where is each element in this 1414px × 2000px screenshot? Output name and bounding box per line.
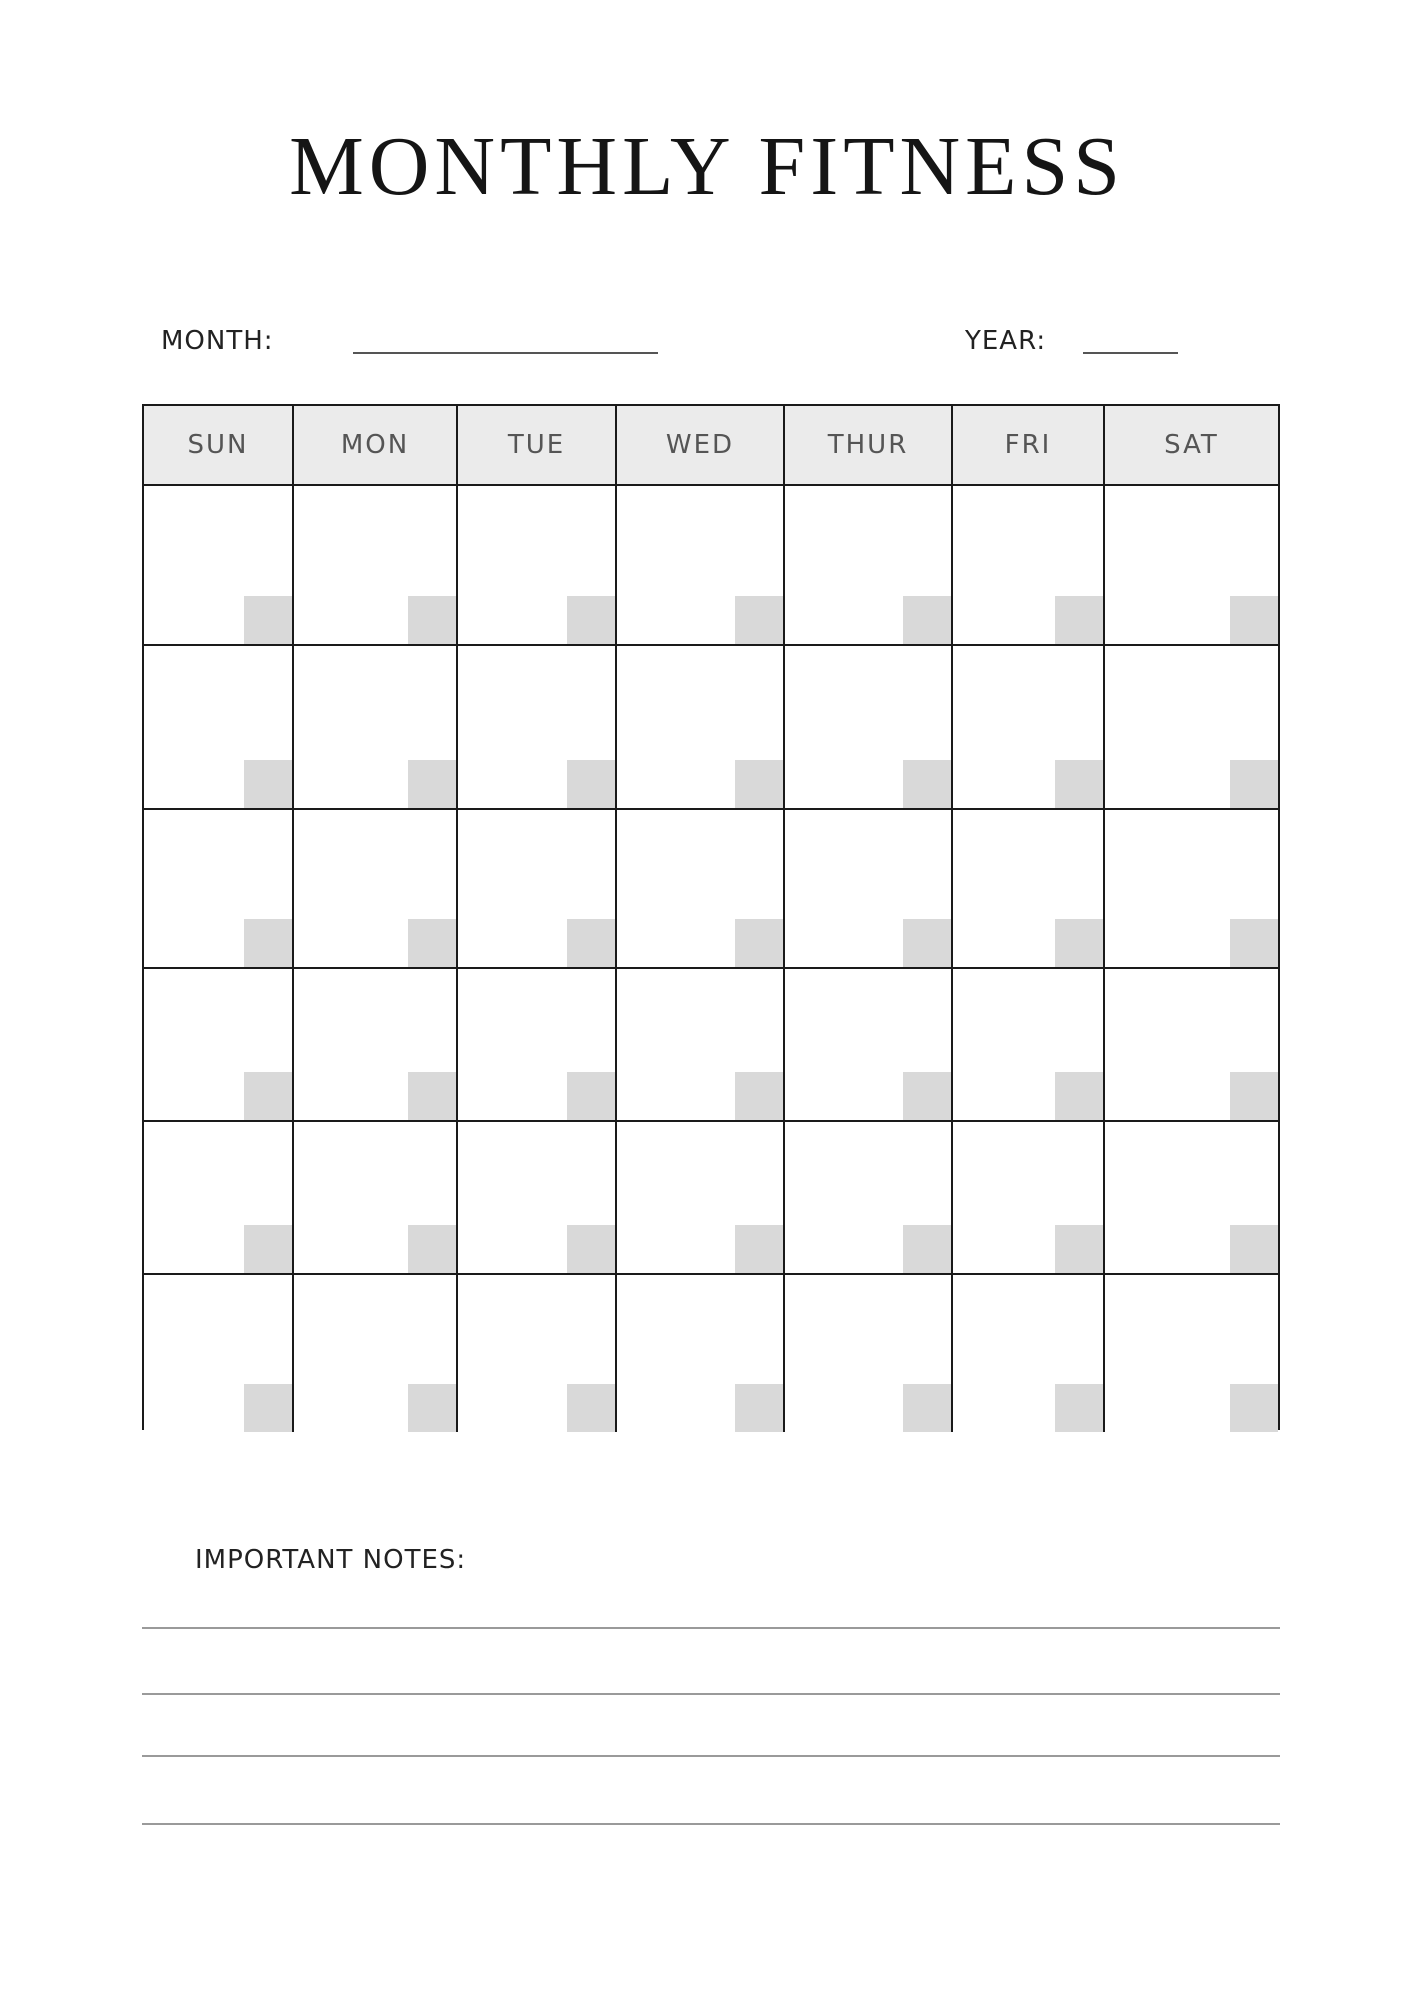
day-checkbox[interactable] — [1055, 760, 1103, 808]
day-checkbox[interactable] — [1055, 1384, 1103, 1432]
day-cell[interactable] — [144, 646, 294, 810]
weekday-header-fri: FRI — [953, 406, 1105, 486]
day-cell[interactable] — [1105, 486, 1278, 646]
day-cell[interactable] — [617, 810, 785, 969]
day-checkbox[interactable] — [903, 760, 951, 808]
day-cell[interactable] — [617, 486, 785, 646]
day-cell[interactable] — [617, 1275, 785, 1432]
page-title: MONTHLY FITNESS — [289, 120, 1125, 213]
day-cell[interactable] — [953, 810, 1105, 969]
day-cell[interactable] — [953, 1275, 1105, 1432]
day-cell[interactable] — [785, 1275, 953, 1432]
day-checkbox[interactable] — [903, 1225, 951, 1273]
day-checkbox[interactable] — [735, 760, 783, 808]
day-cell[interactable] — [294, 1122, 458, 1275]
day-cell[interactable] — [458, 646, 617, 810]
day-checkbox[interactable] — [1230, 1225, 1278, 1273]
notes-line[interactable] — [142, 1693, 1280, 1695]
year-label: YEAR: — [965, 326, 1047, 356]
notes-line[interactable] — [142, 1823, 1280, 1825]
day-checkbox[interactable] — [244, 1225, 292, 1273]
weekday-header-mon: MON — [294, 406, 458, 486]
day-cell[interactable] — [785, 1122, 953, 1275]
day-checkbox[interactable] — [567, 596, 615, 644]
weekday-header-tue: TUE — [458, 406, 617, 486]
day-cell[interactable] — [1105, 810, 1278, 969]
notes-line[interactable] — [142, 1627, 1280, 1629]
day-cell[interactable] — [785, 969, 953, 1122]
day-cell[interactable] — [1105, 1122, 1278, 1275]
day-checkbox[interactable] — [408, 1072, 456, 1120]
day-cell[interactable] — [953, 486, 1105, 646]
day-checkbox[interactable] — [735, 1225, 783, 1273]
day-cell[interactable] — [458, 810, 617, 969]
day-cell[interactable] — [617, 1122, 785, 1275]
day-checkbox[interactable] — [735, 596, 783, 644]
day-cell[interactable] — [294, 1275, 458, 1432]
day-cell[interactable] — [294, 486, 458, 646]
day-checkbox[interactable] — [1230, 596, 1278, 644]
day-cell[interactable] — [785, 646, 953, 810]
day-checkbox[interactable] — [408, 596, 456, 644]
notes-label: IMPORTANT NOTES: — [195, 1545, 467, 1575]
day-checkbox[interactable] — [1055, 1225, 1103, 1273]
day-checkbox[interactable] — [408, 1384, 456, 1432]
day-cell[interactable] — [458, 486, 617, 646]
day-cell[interactable] — [1105, 1275, 1278, 1432]
day-cell[interactable] — [294, 969, 458, 1122]
day-checkbox[interactable] — [567, 760, 615, 808]
day-checkbox[interactable] — [408, 760, 456, 808]
day-cell[interactable] — [144, 1275, 294, 1432]
day-checkbox[interactable] — [567, 919, 615, 967]
day-checkbox[interactable] — [735, 1384, 783, 1432]
day-cell[interactable] — [458, 1275, 617, 1432]
weekday-header-sat: SAT — [1105, 406, 1278, 486]
day-checkbox[interactable] — [408, 919, 456, 967]
day-cell[interactable] — [458, 969, 617, 1122]
month-label: MONTH: — [161, 326, 274, 356]
day-checkbox[interactable] — [567, 1384, 615, 1432]
weekday-header-sun: SUN — [144, 406, 294, 486]
day-checkbox[interactable] — [567, 1072, 615, 1120]
day-checkbox[interactable] — [1230, 1072, 1278, 1120]
day-cell[interactable] — [1105, 969, 1278, 1122]
day-cell[interactable] — [953, 646, 1105, 810]
day-cell[interactable] — [617, 969, 785, 1122]
day-cell[interactable] — [953, 969, 1105, 1122]
day-cell[interactable] — [144, 486, 294, 646]
day-cell[interactable] — [294, 810, 458, 969]
day-checkbox[interactable] — [903, 596, 951, 644]
day-cell[interactable] — [294, 646, 458, 810]
day-cell[interactable] — [144, 969, 294, 1122]
day-checkbox[interactable] — [1230, 760, 1278, 808]
weekday-header-wed: WED — [617, 406, 785, 486]
day-checkbox[interactable] — [408, 1225, 456, 1273]
year-field[interactable] — [1083, 352, 1178, 354]
day-checkbox[interactable] — [903, 919, 951, 967]
day-checkbox[interactable] — [903, 1384, 951, 1432]
day-checkbox[interactable] — [1055, 596, 1103, 644]
day-cell[interactable] — [617, 646, 785, 810]
day-cell[interactable] — [953, 1122, 1105, 1275]
day-cell[interactable] — [1105, 646, 1278, 810]
day-cell[interactable] — [785, 810, 953, 969]
day-cell[interactable] — [144, 1122, 294, 1275]
day-checkbox[interactable] — [903, 1072, 951, 1120]
day-checkbox[interactable] — [244, 1384, 292, 1432]
day-checkbox[interactable] — [244, 919, 292, 967]
day-checkbox[interactable] — [1230, 1384, 1278, 1432]
day-checkbox[interactable] — [1055, 1072, 1103, 1120]
day-checkbox[interactable] — [735, 1072, 783, 1120]
day-cell[interactable] — [458, 1122, 617, 1275]
calendar-grid — [142, 404, 1280, 1430]
day-checkbox[interactable] — [1055, 919, 1103, 967]
notes-line[interactable] — [142, 1755, 1280, 1757]
day-checkbox[interactable] — [244, 760, 292, 808]
day-cell[interactable] — [144, 810, 294, 969]
day-checkbox[interactable] — [244, 1072, 292, 1120]
day-checkbox[interactable] — [735, 919, 783, 967]
day-checkbox[interactable] — [244, 596, 292, 644]
month-field[interactable] — [353, 352, 658, 354]
day-cell[interactable] — [785, 486, 953, 646]
day-checkbox[interactable] — [567, 1225, 615, 1273]
day-checkbox[interactable] — [1230, 919, 1278, 967]
weekday-header-thur: THUR — [785, 406, 953, 486]
